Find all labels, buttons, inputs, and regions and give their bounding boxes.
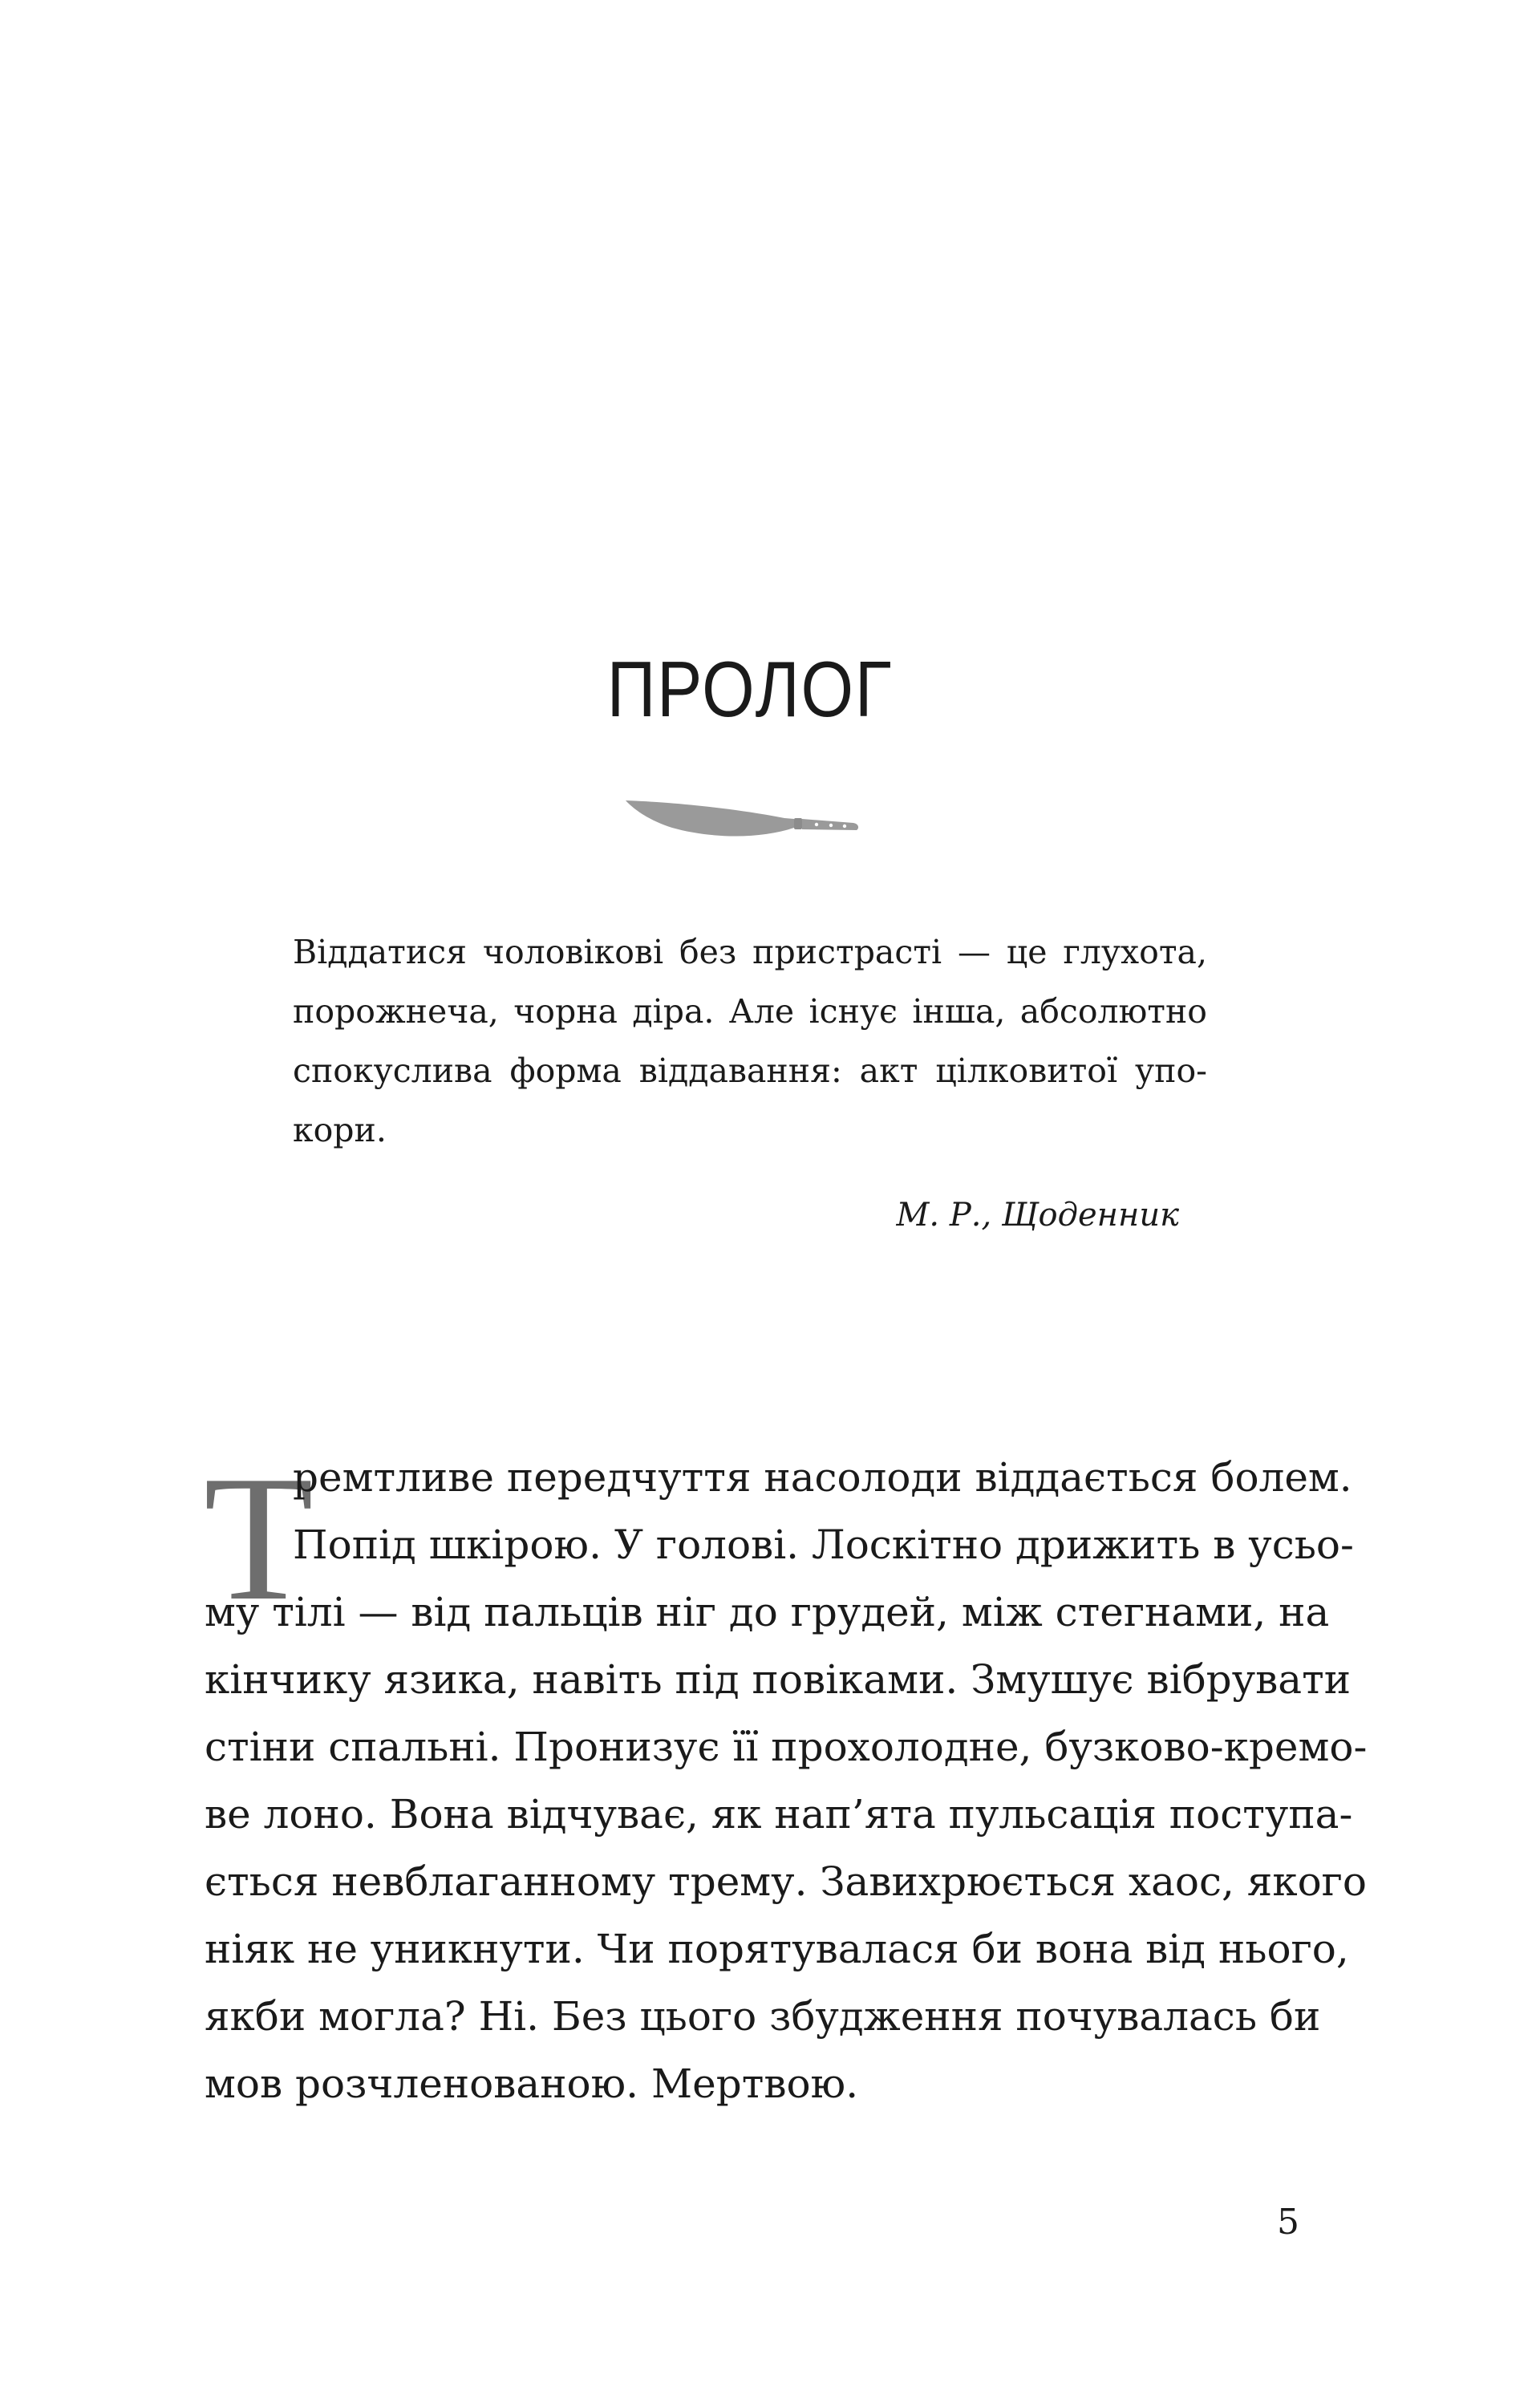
drop-cap: Т (204, 1439, 314, 1638)
body-line: му тілі — від пальців ніг до грудей, між стегнами, на (205, 1589, 1330, 1635)
body-line: ремтливе передчуття насолоди віддається болем. (293, 1454, 1352, 1501)
epigraph-line: спокуслива форма віддавання: акт цілковитої упо- (293, 1052, 1207, 1090)
epigraph-line: кори. (293, 1111, 387, 1149)
epigraph-line: порожнеча, чорна діра. Але існує інша, абсолютно (293, 992, 1207, 1031)
page-number: 5 (1277, 2202, 1299, 2243)
body-line: стіни спальні. Пронизує її прохолодне, бузково-кремо- (205, 1724, 1368, 1770)
chapter-title: ПРОЛОГ (606, 645, 894, 733)
body-line: кінчику язика, навіть під повіками. Змушує вібрувати (205, 1656, 1352, 1703)
epigraph (293, 922, 1207, 1160)
body-line: Попід шкірою. У голові. Лоскітно дрижить в усьо- (293, 1522, 1354, 1568)
epigraph-line: Віддатися чоловікові без пристрасті — це глухота, (293, 933, 1207, 971)
body-line: ве лоно. Вона відчуває, як нап’ята пульсація поступа- (205, 1791, 1353, 1838)
knife-icon (624, 794, 865, 850)
epigraph-source: М. Р., Щоденник (896, 1197, 1179, 1234)
body-line: мов розчленованою. Мертвою. (205, 2061, 859, 2107)
body-paragraph (204, 1439, 1368, 2117)
body-line: ється невблаганному трему. Завихрюється хаос, якого (205, 1858, 1367, 1905)
body-line: якби могла? Ні. Без цього збудження почувалась би (205, 1993, 1321, 2040)
body-line: ніяк не уникнути. Чи порятувалася би вона від нього, (205, 1926, 1349, 1972)
